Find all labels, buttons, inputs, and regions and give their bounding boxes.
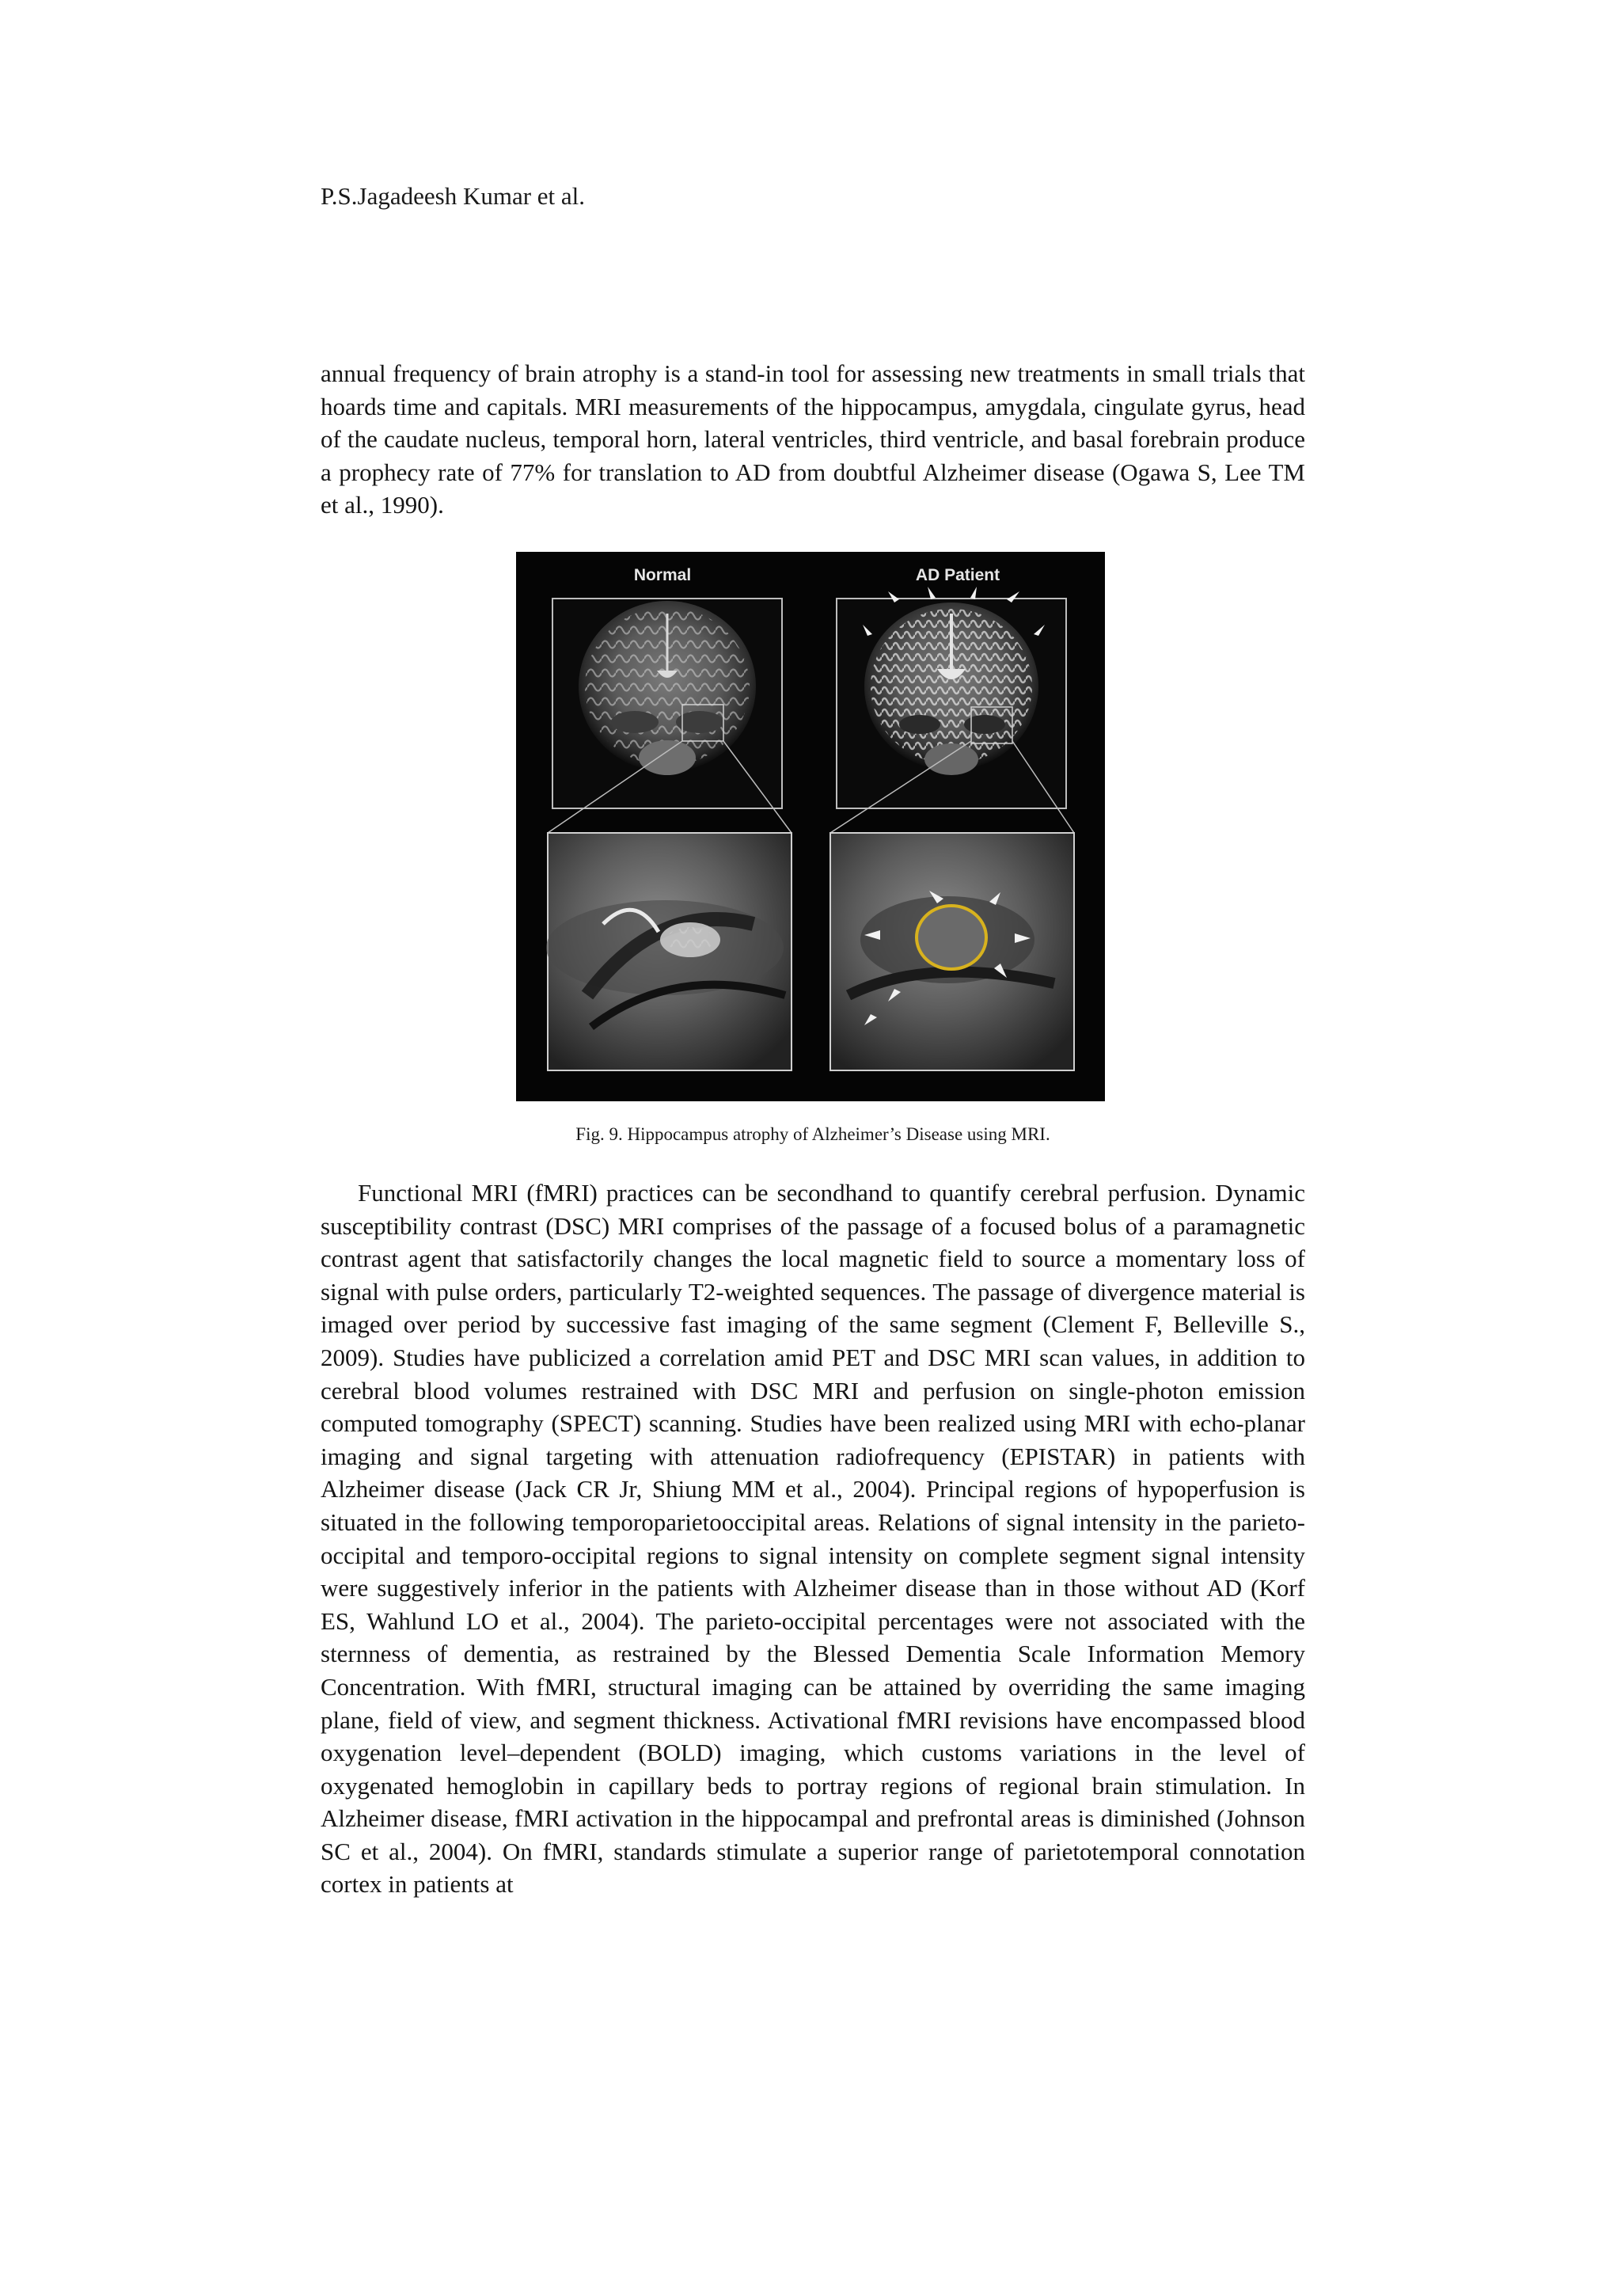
ad-coronal-scan [837,587,1066,808]
running-head: P.S.Jagadeesh Kumar et al. [321,182,586,210]
figure-caption: Fig. 9. Hippocampus atrophy of Alzheimer’s Disease using MRI. [575,1124,1050,1144]
mri-figure-graphic [516,552,1105,1101]
body-paragraph-1: annual frequency of brain atrophy is a stand-in tool for assessing new treatments in small trials that hoards time and capitals. MRI measurements of the hippocampus, amygdala, cingulate gyrus, head of the caudate nucleus, temporal horn, lateral ventricles, third ventricle, and basal forebrain produce a prophecy rate of 77% for translation to AD from doubtful Alzheimer disease (Ogawa S, Lee TM et al., 1990). [321,359,1305,519]
ad-hippocampus-zoom [830,833,1074,1070]
body-paragraph-2: Functional MRI (fMRI) practices can be secondhand to quantify cerebral perfusion. Dynamic susceptibility contrast (DSC) MRI comprises of the passage of a focused bolus of a paramagnetic contrast agent that satisfactorily changes the local magnetic field to source a momentary loss of signal with pulse orders, particularly T2-weighted sequences. The passage of divergence material is imaged over period by successive fast imaging of the same segment (Clement F, Belleville S., 2009). Studies have publicized a correlation amid PET and DSC MRI scan values, in addition to cerebral blood volumes restrained with DSC MRI and perfusion on single-photon emission computed tomography (SPECT) scanning. Studies have been realized using MRI with echo-planar imaging and signal targeting with attenuation radiofrequency (EPISTAR) in patients with Alzheimer disease (Jack CR Jr, Shiung MM et al., 2004). Principal regions of hypoperfusion is situated in the following temporoparietooccipital areas. Relations of signal intensity in the parieto-occipital and temporo-occipital regions to signal intensity on complete segment signal intensity were suggestively inferior in the patients with Alzheimer disease than in those without AD (Korf ES, Wahlund LO et al., 2004). The parieto-occipital percentages were not associated with the sternness of dementia, as restrained by the Blessed Dementia Scale Information Memory Concentration. With fMRI, structural imaging can be attained by overriding the same imaging plane, field of view, and segment thickness. Activational fMRI revisions have encompassed blood oxygenation level–dependent (BOLD) imaging, which customs variations in the level of oxygenated hemoglobin in capillary beds to portray regions of regional brain stimulation. In Alzheimer disease, fMRI activation in the hippocampal and prefrontal areas is diminished (Johnson SC et al., 2004). On fMRI, standards stimulate a superior range of parietotemporal connotation cortex in patients at [321,1179,1305,1899]
normal-coronal-scan [552,599,782,808]
figure-mri-comparison [516,552,1105,1101]
normal-hippocampus-zoom [546,833,792,1070]
label-ad-patient: AD Patient [915,566,1000,584]
label-normal: Normal [633,566,692,584]
